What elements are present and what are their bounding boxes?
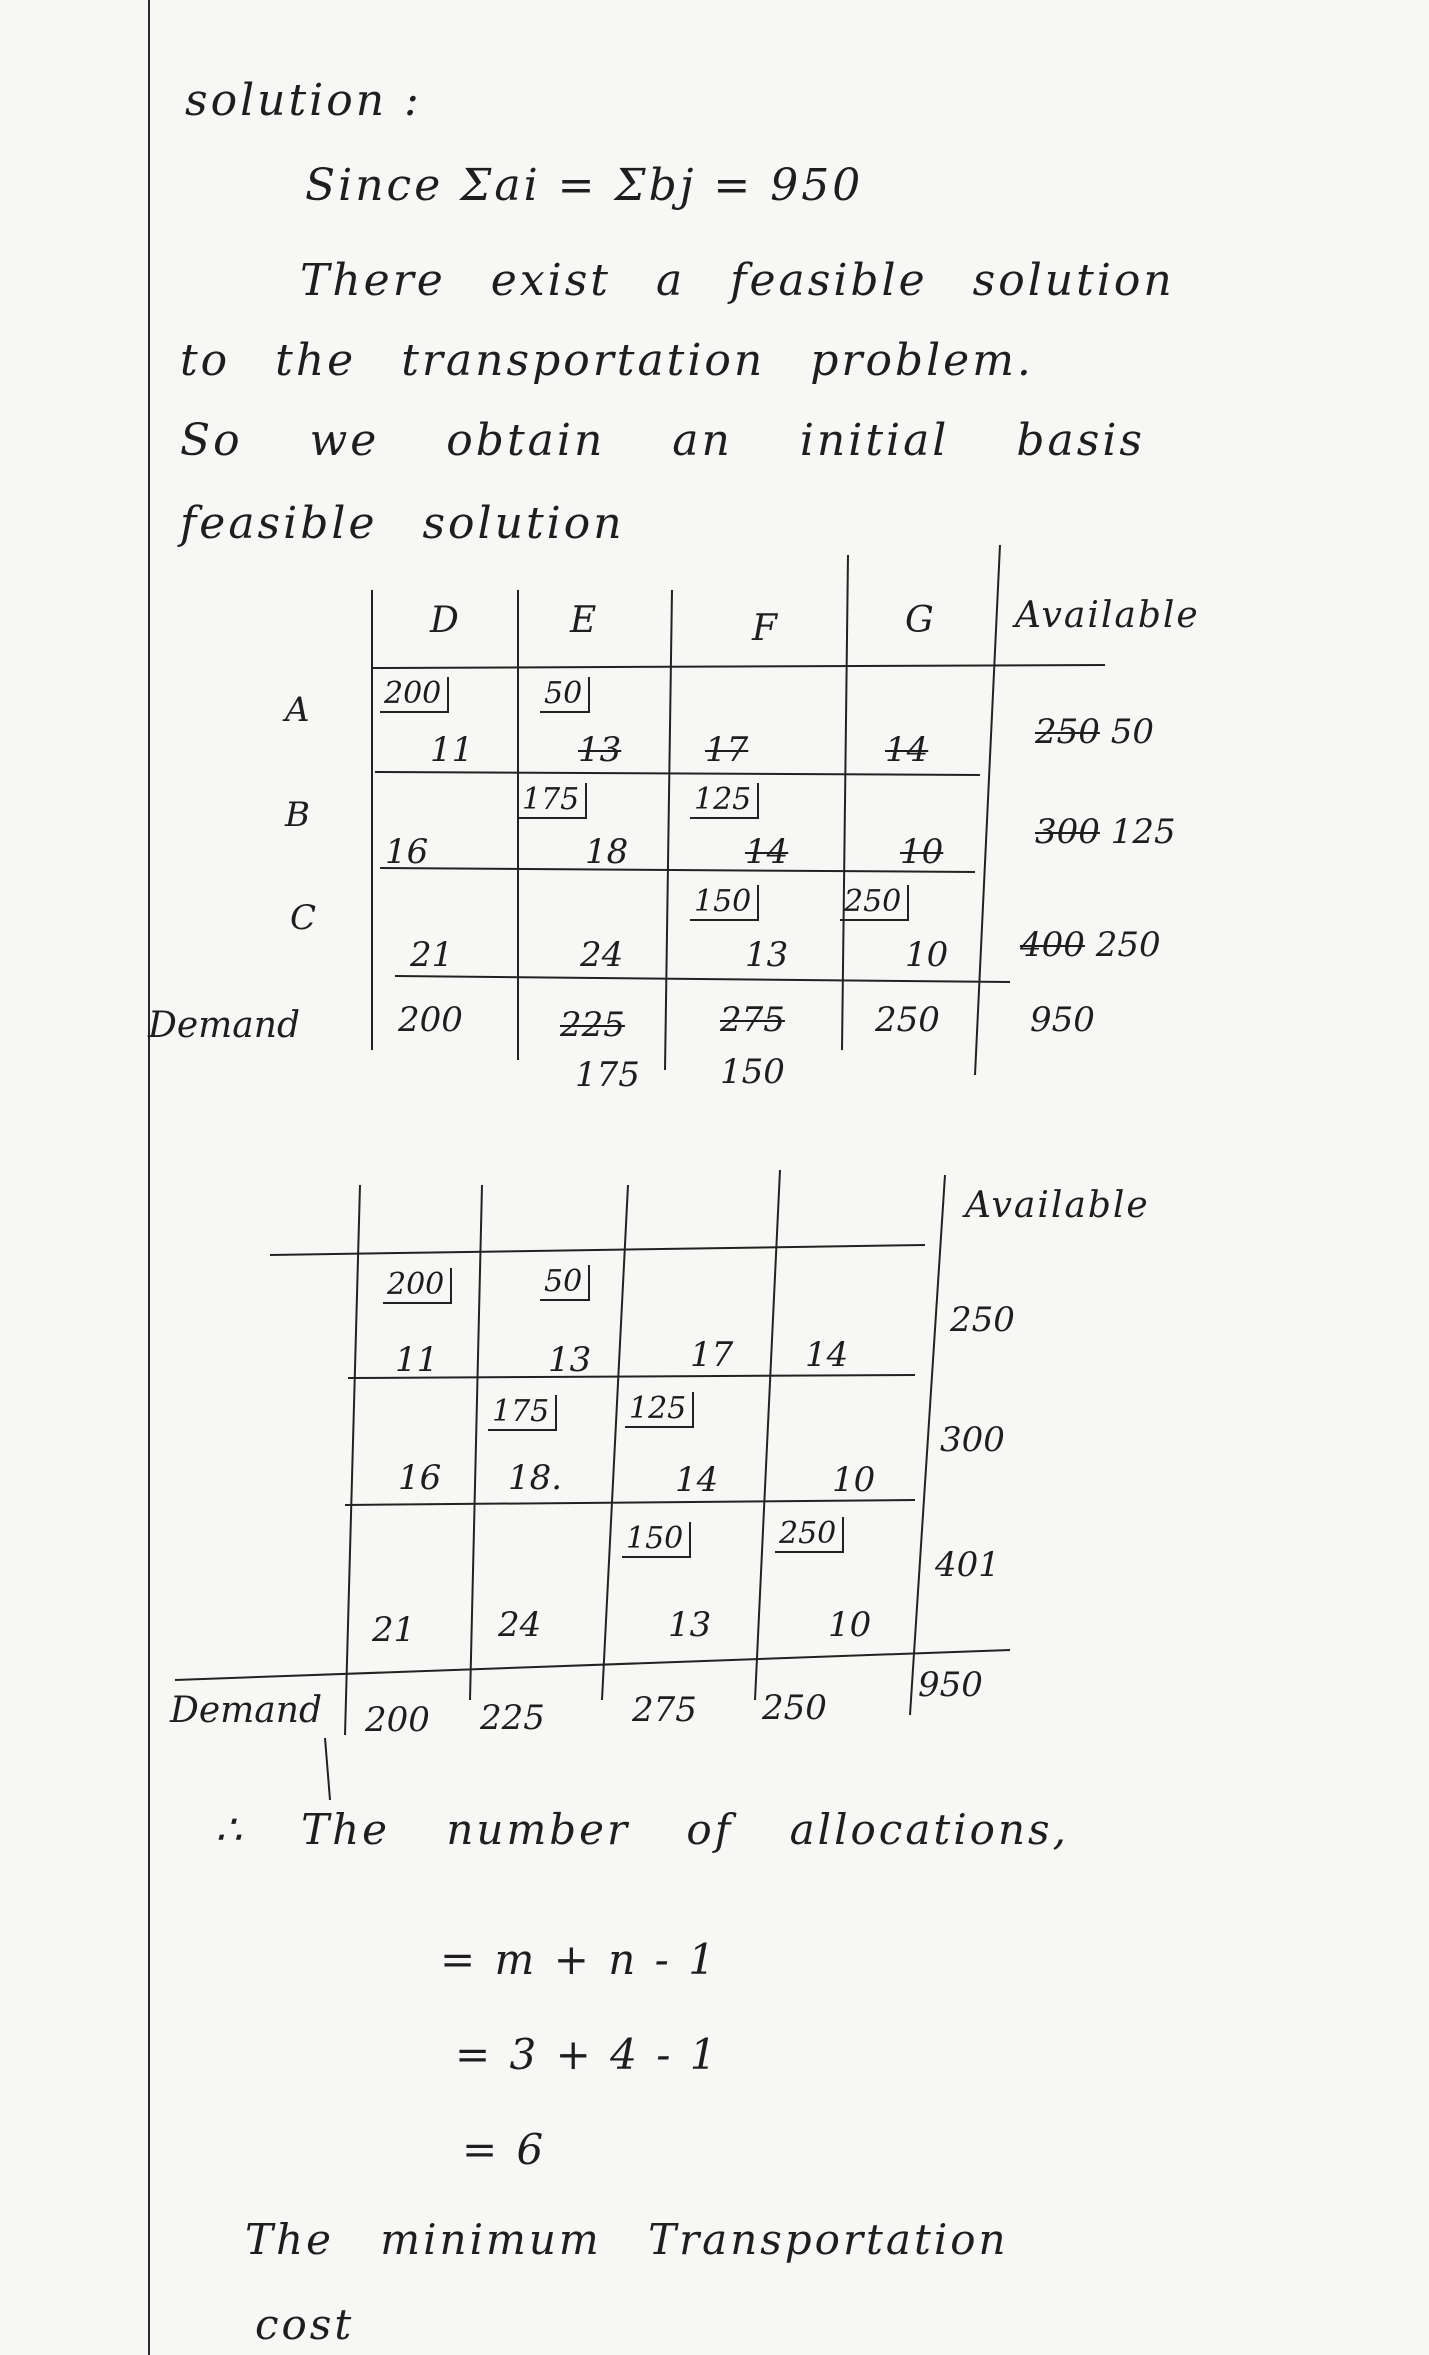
table1-available-A-old: 250 — [1035, 712, 1100, 752]
table2-cost-C-F: 13 — [668, 1605, 712, 1645]
table2-cost-B-E: 18. — [508, 1458, 563, 1498]
table2-demand-D: 200 — [365, 1700, 430, 1740]
text-line-2: to the transportation problem. — [180, 335, 1034, 386]
table1-demand-G: 250 — [875, 1000, 940, 1040]
table1-row-B: B — [285, 795, 310, 835]
text-line-4: feasible solution — [180, 498, 625, 549]
table1-col-F: F — [752, 608, 777, 649]
table1-cost-B-D: 16 — [385, 832, 429, 872]
table1-demand-D: 200 — [398, 1000, 463, 1040]
table2-demand-F: 275 — [632, 1690, 697, 1730]
table1-cost-A-E: 13 — [578, 730, 622, 770]
since-line: Since Σai = Σbj = 950 — [305, 160, 864, 211]
table1-alloc-B-F: 125 — [690, 783, 759, 819]
table1-cost-C-D: 21 — [410, 935, 454, 975]
table2-cost-A-G: 14 — [805, 1335, 849, 1375]
table2-cost-C-E: 24 — [498, 1605, 542, 1645]
table1-alloc-A-D: 200 — [380, 677, 449, 713]
table1-demand-label: Demand — [148, 1005, 300, 1046]
table1-cost-A-D: 11 — [430, 730, 474, 770]
table2-available-B: 300 — [940, 1420, 1005, 1460]
table1-available-A-new: 50 — [1110, 712, 1154, 752]
table1-demand-E: 225 — [560, 1005, 625, 1045]
table1-alloc-B-E: 175 — [518, 783, 587, 819]
table1-cost-C-F: 13 — [745, 935, 789, 975]
table1-available-C-new: 250 — [1095, 925, 1161, 965]
table2-cost-B-G: 10 — [832, 1460, 876, 1500]
solution-heading: solution : — [185, 75, 422, 126]
table2-total: 950 — [918, 1665, 983, 1705]
table1-demand-F: 275 — [720, 1000, 785, 1040]
allocations-line: ∴ The number of allocations, — [215, 1805, 1069, 1854]
table1-cost-B-E: 18 — [585, 832, 629, 872]
table2-available-C: 401 — [935, 1545, 1000, 1585]
allocations-eq-2: = 3 + 4 - 1 — [455, 2030, 720, 2079]
table1-col-E: E — [570, 600, 597, 641]
table1-cost-A-F: 17 — [705, 730, 749, 770]
table2-alloc-B-E: 175 — [488, 1395, 557, 1431]
table2-cost-B-D: 16 — [398, 1458, 442, 1498]
table1-cost-A-G: 14 — [885, 730, 929, 770]
table2-alloc-C-F: 150 — [622, 1522, 691, 1558]
table1-available-header: Available — [1015, 595, 1200, 636]
table2-available-A: 250 — [950, 1300, 1015, 1340]
text-line-3: So we obtain an initial basis — [180, 415, 1145, 466]
table2-alloc-C-G: 250 — [775, 1517, 844, 1553]
allocations-eq-3: = 6 — [462, 2125, 547, 2174]
table1-demand-F-reduced: 150 — [720, 1052, 785, 1092]
table1-available-B-new: 125 — [1110, 812, 1176, 852]
closing-line-1: The minimum Transportation — [245, 2215, 1009, 2264]
table1-col-D: D — [430, 600, 459, 641]
table2-cost-C-D: 21 — [372, 1610, 416, 1650]
table2-available-header: Available — [965, 1185, 1150, 1226]
closing-line-2: cost — [255, 2300, 355, 2349]
table1-cost-C-G: 10 — [905, 935, 949, 975]
table1-available-C-old: 400 — [1020, 925, 1085, 965]
table2-cost-A-D: 11 — [395, 1340, 439, 1380]
table1-available-B-old: 300 — [1035, 812, 1100, 852]
table2-demand-E: 225 — [480, 1698, 545, 1738]
table1-row-A: A — [285, 690, 310, 730]
table1-alloc-C-F: 150 — [690, 885, 759, 921]
allocations-eq-1: = m + n - 1 — [440, 1935, 718, 1984]
table2-alloc-A-D: 200 — [383, 1268, 452, 1304]
table1-cost-C-E: 24 — [580, 935, 624, 975]
table2-cost-A-F: 17 — [690, 1335, 734, 1375]
table1-row-C: C — [290, 898, 317, 938]
table1-cost-B-F: 14 — [745, 832, 789, 872]
table2-alloc-A-E: 50 — [540, 1265, 590, 1301]
table2-alloc-B-F: 125 — [625, 1392, 694, 1428]
table2-demand-label: Demand — [170, 1690, 322, 1731]
table2-cost-A-E: 13 — [548, 1340, 592, 1380]
table2-demand-G: 250 — [762, 1688, 827, 1728]
table1-demand-E-reduced: 175 — [575, 1055, 640, 1095]
text-line-1: There exist a feasible solution — [300, 255, 1175, 306]
table2-cost-B-F: 14 — [675, 1460, 719, 1500]
table1-total: 950 — [1030, 1000, 1095, 1040]
table1-alloc-A-E: 50 — [540, 677, 590, 713]
table1-cost-B-G: 10 — [900, 832, 944, 872]
table2-cost-C-G: 10 — [828, 1605, 872, 1645]
table1-col-G: G — [905, 600, 934, 641]
table1-alloc-C-G: 250 — [840, 885, 909, 921]
